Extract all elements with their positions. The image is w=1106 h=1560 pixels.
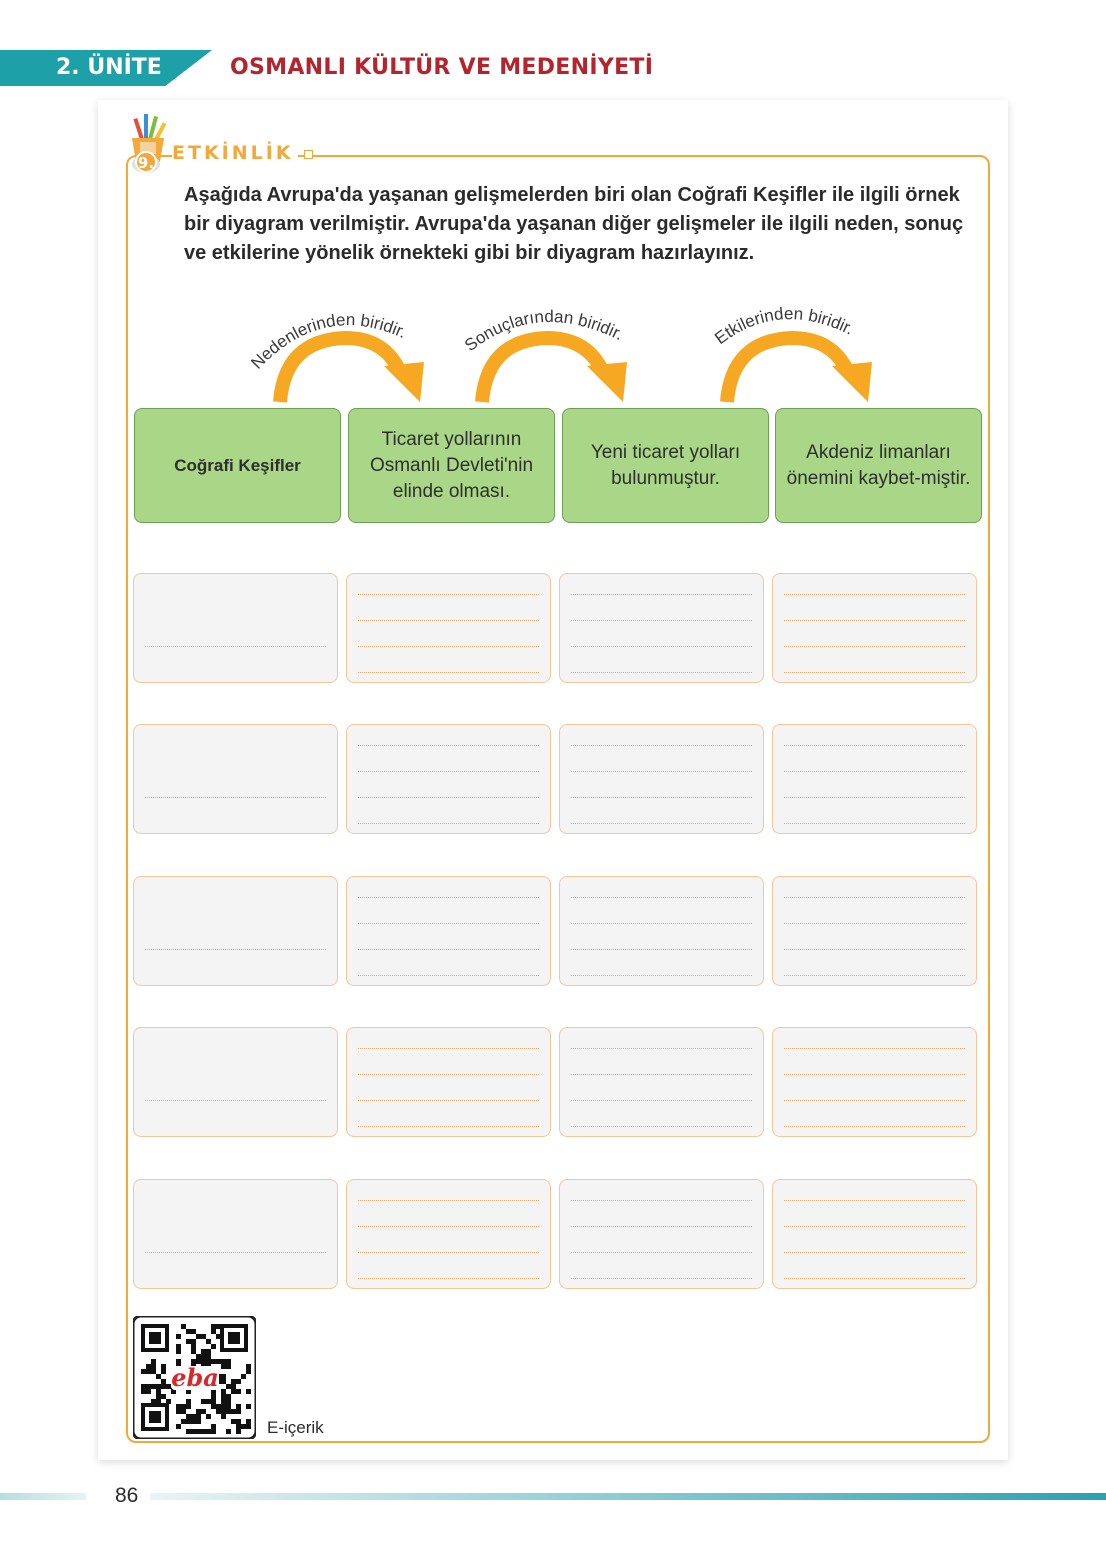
answer-dotted-line [358, 975, 539, 976]
answer-dotted-line [358, 897, 539, 898]
answer-dotted-line [145, 1100, 326, 1101]
answer-dotted-line [784, 1200, 965, 1201]
answer-dotted-line [358, 1100, 539, 1101]
footer-line-right [150, 1493, 1106, 1500]
answer-box[interactable] [346, 1027, 551, 1137]
answer-box[interactable] [772, 1179, 977, 1289]
answer-dotted-line [571, 897, 752, 898]
answer-dotted-line [145, 1252, 326, 1253]
answer-dotted-line [358, 594, 539, 595]
answer-dotted-line [784, 1226, 965, 1227]
answer-dotted-line [571, 1100, 752, 1101]
diagram-box-effect: Akdeniz limanları önemini kaybet-miştir. [775, 408, 982, 523]
answer-dotted-line [571, 1252, 752, 1253]
answer-dotted-line [145, 646, 326, 647]
answer-dotted-line [784, 1100, 965, 1101]
answer-dotted-line [358, 672, 539, 673]
answer-dotted-line [145, 949, 326, 950]
answer-dotted-line [571, 975, 752, 976]
answer-dotted-line [358, 646, 539, 647]
diagram-arrows [0, 290, 1106, 410]
diagram-box-cause: Ticaret yollarının Osmanlı Devleti'nin elinde olması. [348, 408, 555, 523]
answer-dotted-line [571, 1048, 752, 1049]
answer-dotted-line [784, 975, 965, 976]
answer-dotted-line [571, 594, 752, 595]
answer-box[interactable] [559, 724, 764, 834]
answer-box[interactable] [772, 573, 977, 683]
answer-dotted-line [358, 1126, 539, 1127]
activity-title: ETKİNLİK [172, 142, 298, 164]
unit-label: 2. ÜNİTE [56, 55, 162, 80]
answer-dotted-line [358, 1278, 539, 1279]
answer-dotted-line [784, 797, 965, 798]
answer-topic-box[interactable] [133, 876, 338, 986]
arrow-2-head [587, 362, 627, 402]
answer-dotted-line [358, 923, 539, 924]
arrow-label-3: Etkilerinden biridir. [711, 304, 857, 349]
page-number: 86 [115, 1484, 139, 1507]
answer-dotted-line [784, 949, 965, 950]
answer-box[interactable] [772, 1027, 977, 1137]
answer-box[interactable] [772, 724, 977, 834]
answer-dotted-line [784, 594, 965, 595]
answer-dotted-line [358, 1074, 539, 1075]
answer-box[interactable] [559, 1027, 764, 1137]
answer-dotted-line [358, 1226, 539, 1227]
answer-dotted-line [784, 646, 965, 647]
answer-dotted-line [571, 745, 752, 746]
answer-dotted-line [784, 923, 965, 924]
arrow-label-1: Nedenlerinden biridir. [247, 310, 410, 373]
answer-dotted-line [358, 745, 539, 746]
answer-dotted-line [358, 620, 539, 621]
activity-number: 9. [137, 154, 155, 172]
answer-dotted-line [358, 823, 539, 824]
footer-line-left [0, 1493, 86, 1500]
answer-topic-box[interactable] [133, 1179, 338, 1289]
chapter-title: OSMANLI KÜLTÜR VE MEDENİYETİ [230, 55, 654, 80]
answer-dotted-line [784, 1278, 965, 1279]
answer-dotted-line [358, 1252, 539, 1253]
answer-dotted-line [784, 1126, 965, 1127]
answer-dotted-line [571, 949, 752, 950]
arrow-label-2: Sonuçlarından biridir. [461, 306, 627, 356]
answer-dotted-line [784, 1048, 965, 1049]
answer-dotted-line [571, 1200, 752, 1201]
eba-logo: eba [171, 1363, 219, 1392]
pencil-cup-icon [118, 108, 178, 174]
arrow-1-head [384, 362, 424, 402]
answer-box[interactable] [346, 724, 551, 834]
arrow-3-head [832, 362, 872, 402]
arrow-3-shaft [727, 338, 848, 402]
answer-dotted-line [571, 1226, 752, 1227]
answer-dotted-line [784, 823, 965, 824]
answer-box[interactable] [772, 876, 977, 986]
arrow-1-shaft [280, 338, 400, 402]
answer-topic-box[interactable] [133, 724, 338, 834]
answer-dotted-line [145, 797, 326, 798]
answer-dotted-line [784, 1074, 965, 1075]
answer-dotted-line [571, 672, 752, 673]
answer-topic-box[interactable] [133, 1027, 338, 1137]
answer-dotted-line [358, 949, 539, 950]
qr-code [133, 1316, 256, 1439]
answer-dotted-line [571, 1278, 752, 1279]
diagram-box-result: Yeni ticaret yolları bulunmuştur. [562, 408, 769, 523]
answer-dotted-line [784, 745, 965, 746]
answer-dotted-line [784, 897, 965, 898]
answer-dotted-line [358, 1048, 539, 1049]
answer-dotted-line [784, 620, 965, 621]
answer-box[interactable] [559, 573, 764, 683]
diagram-box-topic: Coğrafi Keşifler [134, 408, 341, 523]
answer-topic-box[interactable] [133, 573, 338, 683]
answer-dotted-line [571, 823, 752, 824]
activity-instructions: Aşağıda Avrupa'da yaşanan gelişmelerden biri olan Coğrafi Keşifler ile ilgili örnek bir diyagram verilmiştir. Avrupa'da yaşanan diğer gelişmeler ile ilgili neden, sonuç ve etkilerine yönelik örnekteki gibi bir diyagram hazırlayınız. [184, 184, 964, 264]
answer-box[interactable] [559, 876, 764, 986]
answer-dotted-line [784, 1252, 965, 1253]
answer-box[interactable] [559, 1179, 764, 1289]
answer-dotted-line [571, 923, 752, 924]
answer-dotted-line [571, 646, 752, 647]
answer-dotted-line [784, 672, 965, 673]
answer-box[interactable] [346, 573, 551, 683]
svg-text:Sonuçlarından biridir. [461, 307, 626, 355]
answer-dotted-line [571, 771, 752, 772]
answer-dotted-line [571, 797, 752, 798]
frame-corner-square [304, 150, 313, 159]
arrow-2-shaft [482, 338, 603, 402]
answer-dotted-line [571, 620, 752, 621]
e-content-label: E-içerik [267, 1418, 324, 1437]
answer-box[interactable] [346, 1179, 551, 1289]
answer-dotted-line [784, 771, 965, 772]
answer-dotted-line [571, 1074, 752, 1075]
answer-box[interactable] [346, 876, 551, 986]
answer-dotted-line [358, 797, 539, 798]
answer-dotted-line [358, 1200, 539, 1201]
answer-dotted-line [358, 771, 539, 772]
answer-dotted-line [571, 1126, 752, 1127]
